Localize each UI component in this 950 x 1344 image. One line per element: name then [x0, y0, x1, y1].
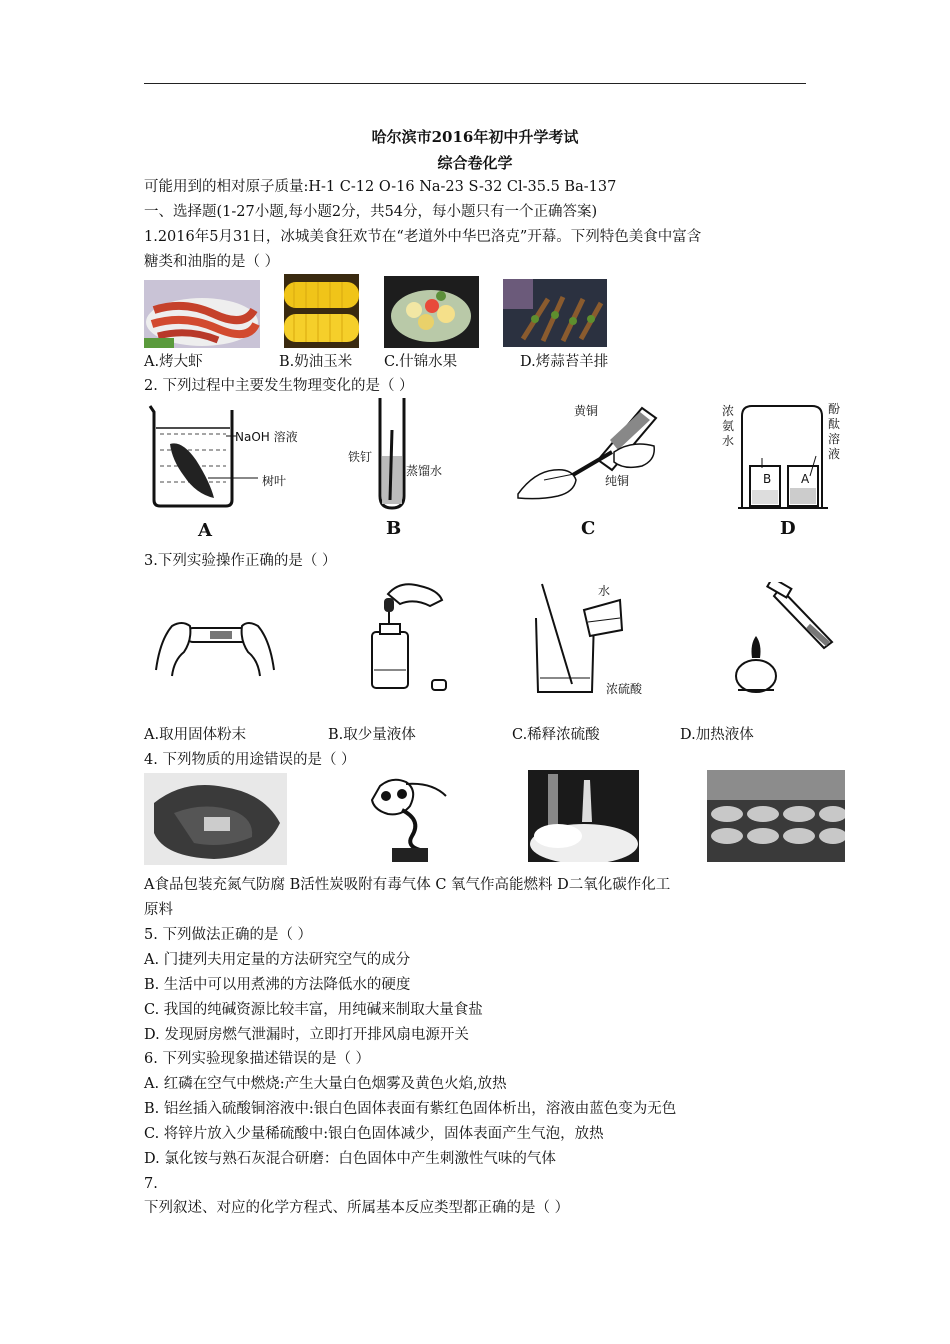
- label-brass: 黄铜: [574, 404, 599, 418]
- figure-2b-letter: B: [386, 518, 402, 539]
- q6-option-a: A. 红磷在空气中燃烧:产生大量白色烟雾及黄色火焰,放热: [144, 1076, 507, 1092]
- photo-food-packaging: [144, 773, 287, 865]
- q7-stem: 下列叙述、对应的化学方程式、所属基本反应类型都正确的是（ ）: [144, 1200, 570, 1216]
- page-title: 哈尔滨市2016年初中升学考试: [371, 128, 579, 146]
- q1-stem-line2: 糖类和油脂的是（ ）: [144, 254, 280, 270]
- q3-stem: 3.下列实验操作正确的是（ ）: [144, 553, 337, 569]
- q4-options-line1: A食品包装充氮气防腐 B活性炭吸附有毒气体 C 氧气作高能燃料 D二氧化碳作化工: [144, 877, 671, 893]
- q1-option-a: A.烤大虾: [144, 354, 203, 370]
- q7-number: 7.: [144, 1176, 158, 1192]
- figure-2a-letter: A: [198, 520, 212, 541]
- q5-option-b: B. 生活中可以用煮沸的方法降低水的硬度: [144, 977, 411, 993]
- photo-rocket-launch: [528, 770, 639, 862]
- q5-option-a: A. 门捷列夫用定量的方法研究空气的成分: [144, 952, 411, 968]
- label-distilled-water: 蒸馏水: [406, 464, 443, 478]
- figure-3a-powder-tube: [150, 600, 280, 680]
- figure-3d-heat-liquid: [728, 582, 838, 700]
- photo-buttered-corn: [284, 274, 359, 348]
- label-phenolphthalein: 酚酞溶液: [828, 402, 841, 461]
- q3-option-c: C.稀释浓硫酸: [512, 727, 600, 743]
- q1-option-d: D.烤蒜苔羊排: [520, 354, 609, 370]
- q3-option-d: D.加热液体: [680, 727, 754, 743]
- figure-2d-letter: D: [780, 518, 796, 539]
- q1-stem-line1: 1.2016年5月31日，冰城美食狂欢节在“老道外中华巴洛克”开幕。下列特色美食中富含: [144, 229, 702, 245]
- label-conc-ammonia: 浓氨水: [722, 404, 735, 448]
- label-leaf: 树叶: [262, 474, 287, 488]
- photo-chemical-industry: [707, 770, 845, 862]
- figure-2b-test-tube: [372, 396, 412, 512]
- q2-stem: 2. 下列过程中主要发生物理变化的是（ ）: [144, 378, 414, 394]
- q4-stem: 4. 下列物质的用途错误的是（ ）: [144, 752, 356, 768]
- page-subtitle: 综合卷化学: [437, 154, 513, 172]
- q6-stem: 6. 下列实验现象描述错误的是（ ）: [144, 1051, 371, 1067]
- label-iron-nail: 铁钉: [348, 450, 373, 464]
- q4-options-line2: 原料: [144, 902, 173, 918]
- label-beaker-a: A: [801, 472, 810, 486]
- atomic-mass-line: 可能用到的相对原子质量:H-1 C-12 O-16 Na-23 S-32 Cl-35.5 Ba-137: [144, 179, 617, 195]
- label-water: 水: [598, 584, 611, 598]
- label-pure-copper: 纯铜: [605, 474, 630, 488]
- q1-option-b: B.奶油玉米: [279, 354, 353, 370]
- q6-option-b: B. 铝丝插入硫酸铜溶液中:银白色固体表面有紫红色固体析出，溶液由蓝色变为无色: [144, 1101, 677, 1117]
- q5-option-c: C. 我国的纯碱资源比较丰富，用纯碱来制取大量食盐: [144, 1002, 483, 1018]
- label-naoh-solution: NaOH 溶液: [235, 430, 298, 444]
- top-rule: [144, 83, 806, 84]
- q5-stem: 5. 下列做法正确的是（ ）: [144, 927, 313, 943]
- figure-gas-mask: [362, 776, 452, 864]
- section-heading: 一、选择题(1-27小题,每小题2分，共54分，每小题只有一个正确答案): [144, 204, 598, 220]
- figure-3b-dropper: [360, 576, 450, 694]
- q6-option-c: C. 将锌片放入少量稀硫酸中:银白色固体减少，固体表面产生气泡，放热: [144, 1126, 604, 1142]
- photo-mixed-fruit: [384, 276, 479, 348]
- figure-2c-letter: C: [581, 518, 596, 539]
- label-conc-sulfuric-acid: 浓硫酸: [606, 682, 643, 696]
- q5-option-d: D. 发现厨房燃气泄漏时，立即打开排风扇电源开关: [144, 1027, 469, 1043]
- q3-option-a: A.取用固体粉末: [144, 727, 247, 743]
- photo-grilled-shrimp: [144, 280, 260, 348]
- label-beaker-b: B: [763, 472, 772, 486]
- figure-2a-beaker-leaf: [140, 402, 310, 512]
- q1-option-c: C.什锦水果: [384, 354, 458, 370]
- q6-option-d: D. 氯化铵与熟石灰混合研磨：白色固体中产生刺激性气味的气体: [144, 1151, 556, 1167]
- q3-option-b: B.取少量液体: [328, 727, 416, 743]
- photo-lamb-chops: [503, 279, 607, 347]
